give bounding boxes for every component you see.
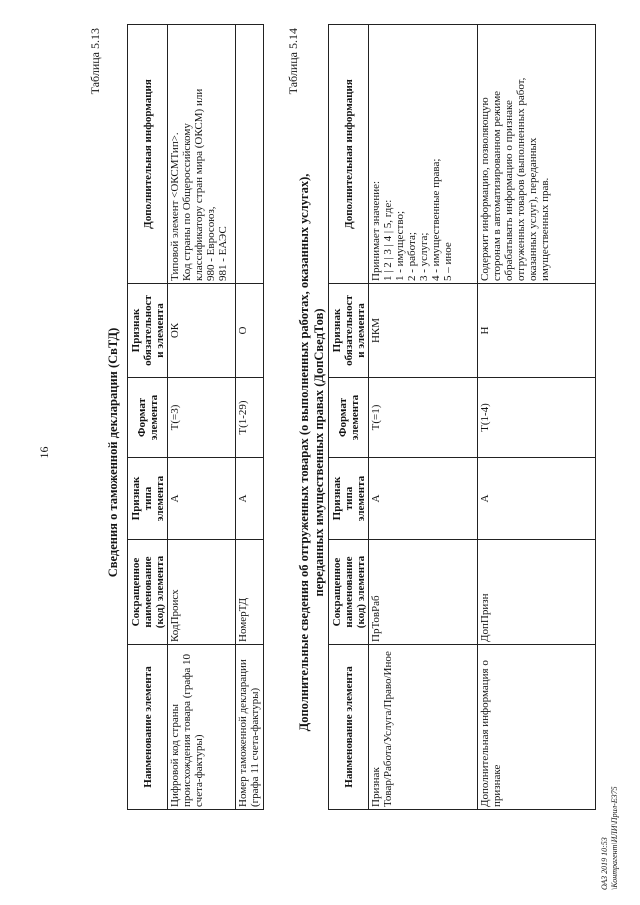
cell-format: T(=1) <box>369 378 478 458</box>
header-required-flag: Признак обязательност и элемента <box>329 284 369 378</box>
table-row <box>236 25 264 810</box>
table-title: Сведения о таможенной декларации (СвТД) <box>106 327 120 578</box>
cell-format: T(=3) <box>168 378 236 458</box>
cell-element-name: Признак Товар/Работа/Услуга/Право/Иное <box>369 645 478 810</box>
header-additional-info: Дополнительная информация <box>128 25 168 284</box>
table-caption: Таблица 5.13 <box>88 28 102 95</box>
cell-additional-info: Принимает значение: 1 | 2 | 3 | 4 | 5, где: 1 - имущество; 2 - работа; 3 - услуга; 4 - имущественные права; 5 – иное <box>369 25 478 284</box>
cell-element-name: Цифровой код страны происхождения товара (графа 10 счета-фактуры) <box>168 645 236 810</box>
header-format: Формат элемента <box>128 378 168 458</box>
table-title: Дополнительные сведения об отгруженных товарах (о выполненных работах, оказанных услугах), переданных имущественных правах (ДопСведТов) <box>297 173 326 732</box>
cell-additional-info: Содержит информацию, позволяющую сторонам в автоматизированном режиме обрабатывать информацию о признаке отгруженных товаров (выполненных работ, оказанных услуг), переданных имущественных прав. <box>478 25 596 284</box>
header-short-name-code: Сокращенное наименование (код) элемента <box>128 540 168 645</box>
cell-short-name-code: ДопПризн <box>478 540 596 645</box>
cell-additional-info: Типовой элемент <ОКСМТип>. Код страны по Общероссийскому классификатору стран мира (ОКСМ) или 980 - Евросоюз, 981 - ЕАЭС <box>168 25 236 284</box>
table-header-row <box>128 25 168 810</box>
cell-required-flag: Н <box>478 284 596 378</box>
header-additional-info: Дополнительная информация <box>329 25 369 284</box>
cell-format: T(1-29) <box>236 378 264 458</box>
cell-format: T(1-4) <box>478 378 596 458</box>
cell-element-name: Дополнительная информация о признаке <box>478 645 596 810</box>
header-element-name: Наименование элемента <box>128 645 168 810</box>
table-header-row <box>329 25 369 810</box>
footer-file-path: \Контрагент\ИЛИ\Прил-Е375 <box>610 786 619 890</box>
page-number: 16 <box>37 446 51 459</box>
table-caption: Таблица 5.14 <box>286 28 300 95</box>
cell-type-flag: А <box>369 458 478 540</box>
cell-required-flag: ОК <box>168 284 236 378</box>
header-type-flag: Признак типа элемента <box>329 458 369 540</box>
table-row <box>478 25 596 810</box>
cell-additional-info <box>236 25 264 284</box>
cell-short-name-code: НомерТД <box>236 540 264 645</box>
cell-type-flag: А <box>478 458 596 540</box>
header-required-flag: Признак обязательност и элемента <box>128 284 168 378</box>
cell-short-name-code: КодПроисх <box>168 540 236 645</box>
table-5-14 <box>328 24 596 810</box>
table-row <box>369 25 478 810</box>
header-format: Формат элемента <box>329 378 369 458</box>
cell-short-name-code: ПрТовРаб <box>369 540 478 645</box>
cell-required-flag: НКМ <box>369 284 478 378</box>
header-type-flag: Признак типа элемента <box>128 458 168 540</box>
cell-required-flag: О <box>236 284 264 378</box>
header-element-name: Наименование элемента <box>329 645 369 810</box>
cell-type-flag: А <box>168 458 236 540</box>
header-short-name-code: Сокращенное наименование (код) элемента <box>329 540 369 645</box>
cell-element-name: Номер таможенной декларации (графа 11 счета-фактуры) <box>236 645 264 810</box>
table-row <box>168 25 236 810</box>
footer-timestamp: ОАЗ 2019 10:53 <box>600 837 609 890</box>
cell-type-flag: А <box>236 458 264 540</box>
table-5-13 <box>127 24 264 810</box>
